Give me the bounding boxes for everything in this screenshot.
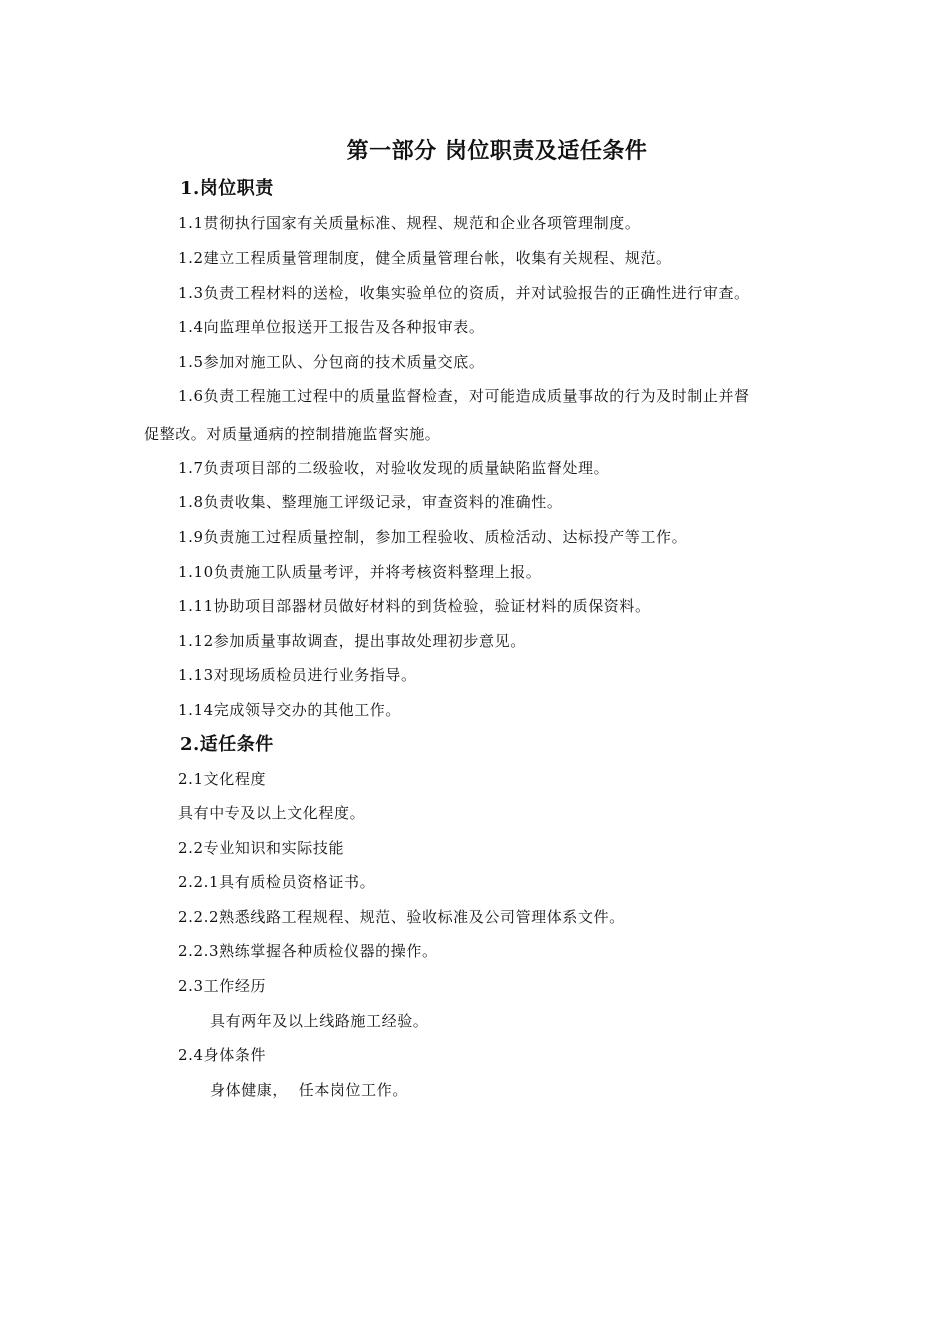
duty-item-1-14: 1.14完成领导交办的其他工作。: [178, 701, 401, 719]
duty-item-1-5: 1.5参加对施工队、分包商的技术质量交底。: [178, 353, 485, 371]
qualification-2-2-title: 2.2专业知识和实际技能: [178, 839, 345, 857]
qualification-2-2-3: 2.2.3熟练掌握各种质检仪器的操作。: [178, 942, 438, 960]
qualification-2-2-1: 2.2.1具有质检员资格证书。: [178, 873, 376, 891]
qualification-2-4-title: 2.4身体条件: [178, 1046, 267, 1064]
duty-item-1-10: 1.10负责施工队质量考评，并将考核资料整理上报。: [178, 563, 542, 581]
duty-item-1-13: 1.13对现场质检员进行业务指导。: [178, 666, 417, 684]
qualification-2-1-title: 2.1文化程度: [178, 770, 267, 788]
qualification-2-4-text: 身体健康， 任本岗位工作。: [210, 1081, 408, 1099]
duty-item-1-1: 1.1贯彻执行国家有关质量标准、规程、规范和企业各项管理制度。: [178, 214, 641, 232]
duty-item-1-4: 1.4向监理单位报送开工报告及各种报审表。: [178, 318, 485, 336]
duty-item-1-6-continued: 促整改。对质量通病的控制措施监督实施。: [144, 425, 441, 443]
duty-item-1-2: 1.2建立工程质量管理制度，健全质量管理台帐，收集有关规程、规范。: [178, 249, 672, 267]
qualification-2-3-text: 具有两年及以上线路施工经验。: [210, 1012, 429, 1030]
duty-item-1-7: 1.7负责项目部的二级验收，对验收发现的质量缺陷监督处理。: [178, 459, 610, 477]
duty-item-1-6: 1.6负责工程施工过程中的质量监督检查，对可能造成质量事故的行为及时制止并督: [178, 387, 750, 405]
qualification-2-1-text: 具有中专及以上文化程度。: [178, 804, 366, 822]
page-title: 第一部分 岗位职责及适任条件: [346, 138, 648, 164]
duty-item-1-12: 1.12参加质量事故调查，提出事故处理初步意见。: [178, 632, 526, 650]
section-heading-duties: 1.岗位职责: [180, 178, 274, 199]
duty-item-1-11: 1.11协助项目部器材员做好材料的到货检验，验证材料的质保资料。: [178, 597, 651, 615]
duty-item-1-8: 1.8负责收集、整理施工评级记录，审查资料的准确性。: [178, 493, 563, 511]
duty-item-1-3: 1.3负责工程材料的送检，收集实验单位的资质，并对试验报告的正确性进行审查。: [178, 284, 750, 302]
duty-item-1-9: 1.9负责施工过程质量控制，参加工程验收、质检活动、达标投产等工作。: [178, 528, 688, 546]
qualification-2-2-2: 2.2.2熟悉线路工程规程、规范、验收标准及公司管理体系文件。: [178, 908, 625, 926]
qualification-2-3-title: 2.3工作经历: [178, 977, 267, 995]
section-heading-qualifications: 2.适任条件: [180, 734, 274, 755]
